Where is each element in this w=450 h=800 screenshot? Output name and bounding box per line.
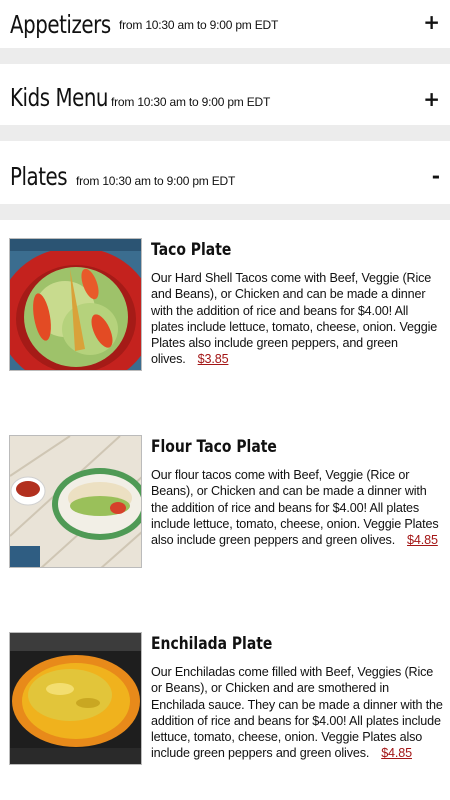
- item-description-text: Our Hard Shell Tacos come with Beef, Veggie (Rice and Beans), or Chicken and can be made a dinner with the addition of rice and beans for $4.00! All plates include lettuce, tomato, cheese, onion. Veggie Plates also include green peppers, and green olives.: [151, 271, 438, 367]
- expand-icon[interactable]: +: [423, 87, 440, 111]
- flour-taco-plate-photo[interactable]: [9, 435, 142, 568]
- item-price[interactable]: $4.85: [381, 746, 412, 761]
- section-divider: [0, 125, 450, 141]
- item-description: [151, 664, 443, 762]
- item-name: Taco Plate: [151, 240, 232, 260]
- item-description-text: Our Enchiladas come filled with Beef, Veggies (Rice or Beans), or Chicken and are smothered in Enchilada sauce. They can be made a dinner with the addition of rice and beans for $4.00! All plates include lettuce, tomato, cheese, onion. Veggie Plates also include green peppers and green olives.: [151, 665, 443, 761]
- section-title: Kids Menu: [10, 82, 109, 112]
- menu-item-flour-taco-plate[interactable]: [0, 435, 450, 575]
- item-description: [151, 270, 443, 368]
- section-header-plates[interactable]: [0, 150, 450, 202]
- section-divider: [0, 48, 450, 64]
- item-price[interactable]: $3.85: [197, 352, 229, 367]
- enchilada-plate-photo[interactable]: [9, 632, 142, 765]
- expand-icon[interactable]: +: [423, 10, 440, 34]
- item-name: Flour Taco Plate: [151, 437, 277, 457]
- section-hours: from 10:30 am to 9:00 pm EDT: [119, 18, 279, 32]
- section-hours: from 10:30 am to 9:00 pm EDT: [76, 174, 236, 188]
- section-header-kids-menu[interactable]: [0, 72, 450, 122]
- section-title: Appetizers: [10, 9, 111, 39]
- menu-item-enchilada-plate[interactable]: [0, 632, 450, 772]
- menu-item-taco-plate[interactable]: [0, 238, 450, 378]
- collapse-icon[interactable]: -: [431, 164, 440, 188]
- section-hours: from 10:30 am to 9:00 pm EDT: [111, 95, 271, 109]
- section-title: Plates: [10, 161, 68, 191]
- item-description: [151, 467, 443, 548]
- item-name: Enchilada Plate: [151, 634, 273, 654]
- item-price[interactable]: $4.85: [407, 533, 438, 548]
- section-divider: [0, 204, 450, 220]
- taco-plate-photo[interactable]: [9, 238, 142, 371]
- section-header-appetizers[interactable]: [0, 0, 450, 48]
- item-description-text: Our flour tacos come with Beef, Veggie (Rice or Beans), or Chicken and can be made a dinner with the addition of rice and beans for $4.00! All plates include lettuce, tomato, cheese, onion. Veggie Plates also include green peppers and green olives.: [151, 468, 439, 548]
